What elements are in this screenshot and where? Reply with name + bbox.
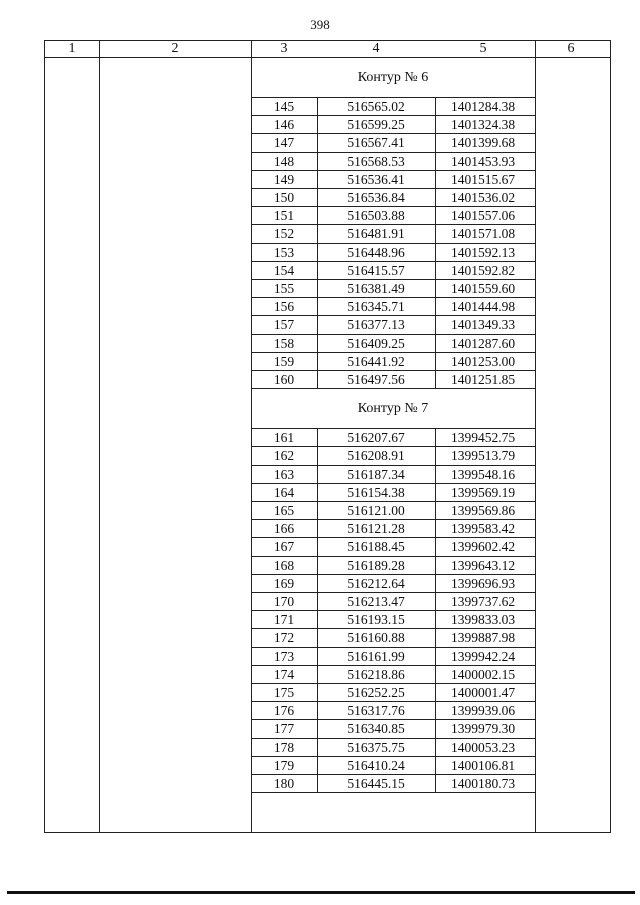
page-bottom-rule bbox=[7, 891, 635, 894]
coordinate-x: 516503.88 bbox=[347, 208, 405, 224]
coordinate-x: 516377.13 bbox=[347, 317, 405, 333]
table-row bbox=[251, 244, 535, 262]
point-number: 148 bbox=[273, 153, 295, 169]
coordinate-x: 516161.99 bbox=[347, 648, 405, 664]
coordinate-y: 1399548.16 bbox=[450, 466, 516, 482]
coordinate-y: 1401571.08 bbox=[450, 226, 516, 242]
coordinate-x: 516441.92 bbox=[347, 353, 405, 369]
point-number: 155 bbox=[273, 281, 295, 296]
table-row bbox=[251, 116, 535, 134]
page-number: 398 bbox=[310, 17, 330, 32]
coordinate-y: 1401349.33 bbox=[450, 317, 516, 333]
coordinate-y: 1399887.98 bbox=[450, 630, 516, 646]
coordinate-x: 516207.67 bbox=[347, 430, 405, 446]
point-number: 172 bbox=[273, 630, 295, 646]
coordinate-x: 516189.28 bbox=[347, 557, 405, 573]
point-number: 154 bbox=[273, 262, 295, 278]
coordinate-x: 516568.53 bbox=[347, 153, 405, 169]
column-header-2: 2 bbox=[171, 41, 179, 56]
coordinate-x: 516445.15 bbox=[347, 776, 405, 791]
table-row bbox=[251, 225, 535, 243]
table-row bbox=[251, 171, 535, 189]
table-row bbox=[251, 466, 535, 484]
coordinate-x: 516415.57 bbox=[347, 262, 405, 278]
table-row bbox=[251, 538, 535, 556]
point-number: 152 bbox=[273, 226, 295, 242]
coordinate-x: 516567.41 bbox=[347, 135, 405, 151]
point-number: 178 bbox=[273, 739, 295, 755]
table-row bbox=[251, 335, 535, 353]
coordinate-x: 516536.41 bbox=[347, 171, 405, 187]
point-number: 173 bbox=[273, 648, 295, 664]
point-number: 153 bbox=[273, 244, 295, 260]
coordinate-x: 516536.84 bbox=[347, 190, 405, 205]
point-number: 167 bbox=[273, 539, 295, 555]
table-row bbox=[251, 666, 535, 684]
coordinate-y: 1399569.19 bbox=[450, 484, 516, 500]
coordinate-x: 516375.75 bbox=[347, 739, 405, 755]
coordinate-x: 516187.34 bbox=[347, 466, 405, 482]
column-divider bbox=[535, 41, 536, 832]
point-number: 168 bbox=[273, 557, 295, 573]
table-row bbox=[251, 502, 535, 520]
coordinate-x: 516410.24 bbox=[347, 757, 405, 773]
table-row bbox=[251, 447, 535, 465]
coordinates-table bbox=[44, 40, 611, 833]
point-number: 179 bbox=[273, 757, 295, 773]
point-number: 157 bbox=[273, 317, 295, 333]
coordinate-y: 1399939.06 bbox=[450, 703, 516, 719]
table-row bbox=[251, 98, 535, 116]
point-number: 149 bbox=[273, 171, 295, 187]
cell-divider bbox=[317, 98, 318, 389]
table-row bbox=[251, 611, 535, 629]
coordinate-x: 516208.91 bbox=[347, 448, 405, 464]
point-number: 146 bbox=[273, 117, 295, 133]
coordinate-y: 1401399.68 bbox=[450, 135, 516, 151]
table-row bbox=[251, 648, 535, 666]
coordinate-y: 1400180.73 bbox=[450, 776, 516, 791]
point-number: 151 bbox=[273, 208, 295, 224]
coordinate-y: 1401536.02 bbox=[450, 190, 516, 205]
table-row bbox=[251, 557, 535, 575]
coordinate-y: 1401559.60 bbox=[450, 281, 516, 296]
table-row bbox=[251, 153, 535, 171]
cell-divider bbox=[317, 429, 318, 793]
point-number: 163 bbox=[273, 466, 295, 482]
table-row bbox=[251, 371, 535, 389]
column-divider bbox=[99, 41, 100, 832]
coordinate-x: 516212.64 bbox=[347, 575, 405, 591]
coordinate-y: 1399583.42 bbox=[450, 521, 516, 537]
point-number: 161 bbox=[273, 430, 295, 446]
coordinate-y: 1401515.67 bbox=[450, 171, 516, 187]
table-row bbox=[251, 353, 535, 371]
point-number: 175 bbox=[273, 685, 295, 700]
table-row bbox=[251, 316, 535, 334]
point-number: 171 bbox=[273, 612, 295, 628]
table-row bbox=[251, 207, 535, 225]
point-number: 177 bbox=[273, 721, 295, 737]
table-row bbox=[251, 739, 535, 757]
table-row bbox=[251, 684, 535, 702]
coordinate-x: 516121.28 bbox=[347, 521, 405, 537]
coordinate-x: 516317.76 bbox=[347, 703, 405, 719]
contour-title: Контур № 7 bbox=[251, 389, 535, 429]
point-number: 162 bbox=[273, 448, 295, 464]
coordinate-y: 1399979.30 bbox=[450, 721, 516, 737]
table-row bbox=[251, 429, 535, 447]
table-header-row bbox=[45, 41, 610, 58]
point-number: 150 bbox=[273, 190, 295, 205]
coordinate-y: 1401287.60 bbox=[450, 335, 516, 351]
column-header-5: 5 bbox=[479, 41, 487, 56]
coordinate-y: 1399452.75 bbox=[450, 430, 516, 446]
coordinate-y: 1400106.81 bbox=[450, 757, 516, 773]
coordinate-y: 1400001.47 bbox=[450, 685, 516, 700]
coordinate-x: 516160.88 bbox=[347, 630, 405, 646]
coordinate-y: 1401284.38 bbox=[450, 99, 516, 114]
coordinate-x: 516565.02 bbox=[347, 99, 405, 114]
point-number: 159 bbox=[273, 353, 295, 369]
coordinate-x: 516409.25 bbox=[347, 335, 405, 351]
coordinate-x: 516381.49 bbox=[347, 281, 405, 296]
coordinate-y: 1399696.93 bbox=[450, 575, 516, 591]
coordinate-y: 1401324.38 bbox=[450, 117, 516, 133]
contour-title: Контур № 6 bbox=[251, 58, 535, 98]
point-number: 169 bbox=[273, 575, 295, 591]
coordinate-x: 516121.00 bbox=[347, 503, 405, 518]
table-row bbox=[251, 484, 535, 502]
table-row bbox=[251, 262, 535, 280]
point-number: 176 bbox=[273, 703, 295, 719]
coordinate-y: 1400002.15 bbox=[450, 666, 516, 682]
point-number: 164 bbox=[273, 484, 295, 500]
coordinate-x: 516193.15 bbox=[347, 612, 405, 628]
table-row bbox=[251, 757, 535, 775]
point-number: 165 bbox=[273, 503, 295, 518]
cell-divider bbox=[435, 98, 436, 389]
table-row bbox=[251, 593, 535, 611]
point-number: 170 bbox=[273, 594, 295, 609]
coordinate-y: 1399833.03 bbox=[450, 612, 516, 628]
coordinate-x: 516497.56 bbox=[347, 372, 405, 387]
column-header-6: 6 bbox=[567, 41, 575, 56]
coordinate-x: 516188.45 bbox=[347, 539, 405, 555]
table-row bbox=[251, 134, 535, 152]
point-number: 166 bbox=[273, 521, 295, 537]
coordinate-y: 1399643.12 bbox=[450, 557, 516, 573]
table-row bbox=[251, 298, 535, 316]
coordinate-y: 1401453.93 bbox=[450, 153, 516, 169]
table-row bbox=[251, 280, 535, 298]
coordinate-y: 1399569.86 bbox=[450, 503, 516, 518]
point-number: 158 bbox=[273, 335, 295, 351]
coordinate-x: 516252.25 bbox=[347, 685, 405, 700]
coordinate-x: 516448.96 bbox=[347, 244, 405, 260]
coordinate-x: 516340.85 bbox=[347, 721, 405, 737]
table-row bbox=[251, 720, 535, 738]
coordinate-x: 516218.86 bbox=[347, 666, 405, 682]
coordinate-y: 1401251.85 bbox=[450, 372, 516, 387]
table-row bbox=[251, 520, 535, 538]
coordinate-x: 516345.71 bbox=[347, 299, 405, 315]
coordinate-y: 1399942.24 bbox=[450, 648, 516, 664]
column-header-3: 3 bbox=[280, 41, 288, 56]
column-header-4: 4 bbox=[372, 41, 380, 56]
coordinate-x: 516599.25 bbox=[347, 117, 405, 133]
coordinate-x: 516213.47 bbox=[347, 594, 405, 609]
point-number: 174 bbox=[273, 666, 295, 682]
coordinate-y: 1401557.06 bbox=[450, 208, 516, 224]
column-header-1: 1 bbox=[68, 41, 76, 56]
coordinate-y: 1400053.23 bbox=[450, 739, 516, 755]
table-row bbox=[251, 702, 535, 720]
point-number: 145 bbox=[273, 99, 295, 114]
contour-block bbox=[251, 58, 535, 834]
table-row bbox=[251, 775, 535, 793]
coordinate-y: 1399737.62 bbox=[450, 594, 516, 609]
coordinate-y: 1401253.00 bbox=[450, 353, 516, 369]
coordinate-x: 516154.38 bbox=[347, 484, 405, 500]
point-number: 160 bbox=[273, 372, 295, 387]
point-number: 180 bbox=[273, 776, 295, 791]
table-row bbox=[251, 189, 535, 207]
coordinate-y: 1401592.82 bbox=[450, 262, 516, 278]
coordinate-y: 1399513.79 bbox=[450, 448, 516, 464]
coordinate-y: 1399602.42 bbox=[450, 539, 516, 555]
table-row bbox=[251, 629, 535, 647]
table-row bbox=[251, 575, 535, 593]
coordinate-y: 1401592.13 bbox=[450, 244, 516, 260]
point-number: 156 bbox=[273, 299, 295, 315]
coordinate-x: 516481.91 bbox=[347, 226, 405, 242]
coordinate-y: 1401444.98 bbox=[450, 299, 516, 315]
point-number: 147 bbox=[273, 135, 295, 151]
cell-divider bbox=[435, 429, 436, 793]
